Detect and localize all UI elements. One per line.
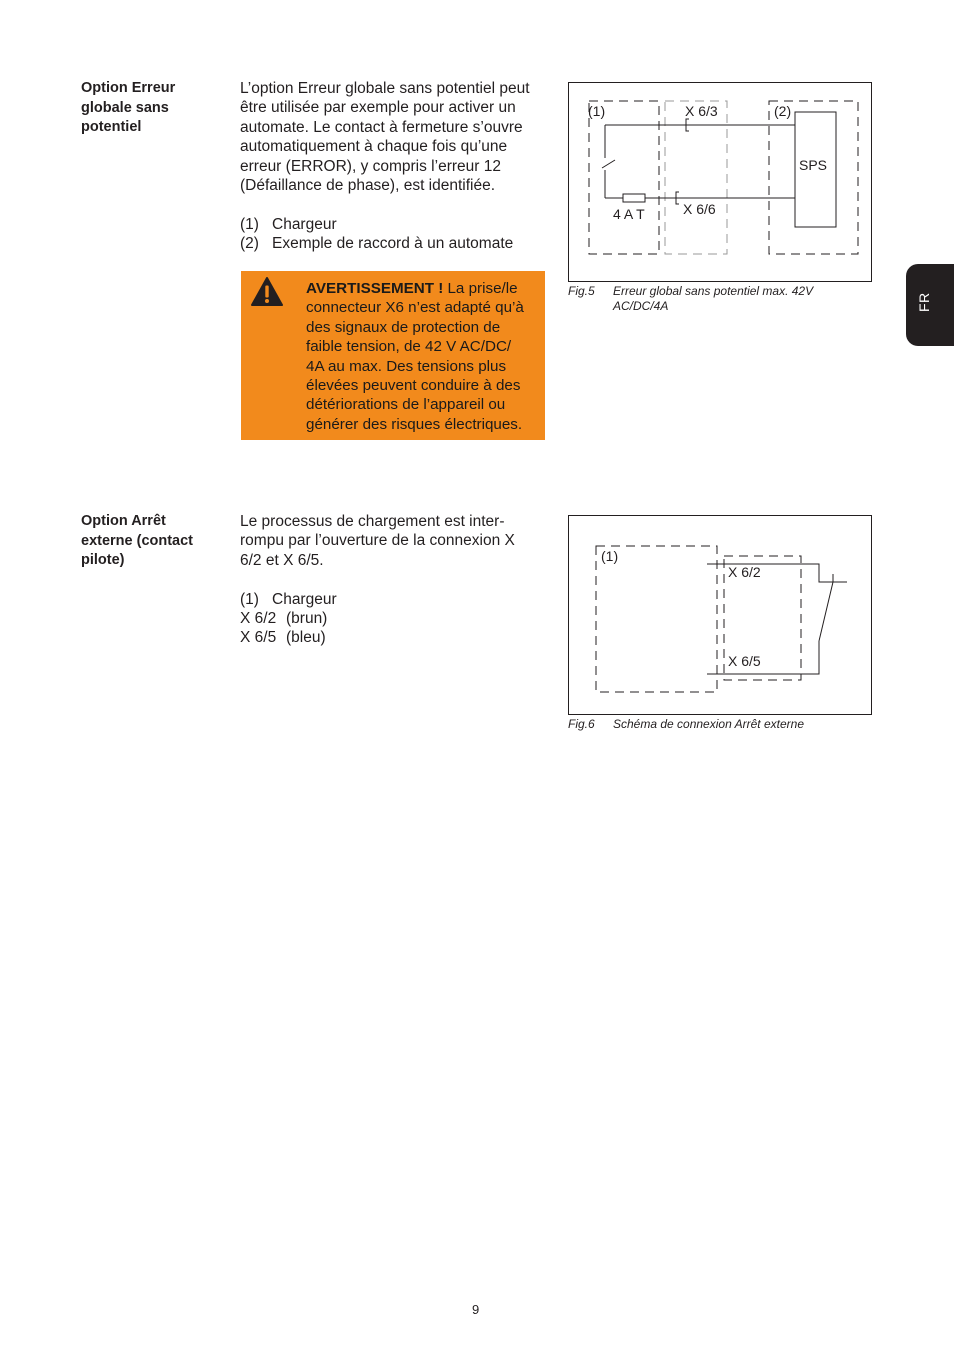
warning-text	[306, 279, 524, 434]
heading-line: Option Erreur	[81, 80, 176, 96]
list-item-number: (2)	[240, 235, 259, 253]
label-plc-ref: (2)	[774, 103, 792, 119]
caption-number: Fig.5	[568, 284, 595, 298]
paragraph-line: Le processus de chargement est inter-	[240, 513, 505, 530]
heading-line: externe (contact	[81, 532, 194, 549]
list-item	[240, 234, 550, 253]
figure-5-caption	[568, 284, 868, 314]
language-tab-label: FR	[916, 292, 932, 312]
charger-dashed-box	[596, 546, 717, 692]
list-item-text: Exemple de raccord à un automate	[272, 235, 514, 253]
heading-line: potentiel	[81, 119, 142, 135]
list-item-text: (bleu)	[286, 629, 326, 647]
figure-6-diagram	[568, 515, 872, 715]
external-stop-wiring-diagram	[569, 516, 871, 714]
list-item	[240, 628, 550, 647]
warning-line: générer des risques électriques.	[306, 415, 523, 433]
warning-line: détériorations de l’appareil ou	[306, 396, 506, 414]
label-sps: SPS	[799, 157, 828, 173]
heading-line: pilote)	[81, 552, 125, 568]
caption-number: Fig.6	[568, 717, 595, 731]
label-charger: (1)	[601, 548, 619, 564]
label-charger: (1)	[588, 103, 606, 119]
warning-line: 4A au max. Des tensions plus	[306, 357, 507, 375]
warning-line: connecteur X6 n’est adapté qu’à	[306, 299, 524, 317]
list-item	[240, 590, 550, 609]
heading-line: globale sans	[81, 99, 169, 116]
plc-dashed-box	[769, 101, 858, 254]
label-x65: X 6/5	[728, 653, 761, 669]
warning-line: faible tension, de 42 V AC/DC/	[306, 338, 512, 356]
figure-5-diagram	[568, 82, 872, 282]
switch-contact	[819, 582, 833, 641]
paragraph-line: automate. Le contact à fermeture s’ouvre	[240, 118, 523, 136]
paragraph-line: 6/2 et X 6/5.	[240, 551, 324, 569]
paragraph-line: L’option Erreur globale sans potentiel peut	[240, 80, 530, 97]
figure-6-caption	[568, 717, 868, 732]
caption-text: Schéma de connexion Arrêt externe	[613, 717, 804, 731]
label-fuse: 4 A T	[613, 206, 645, 222]
list-item-number: (1)	[240, 590, 259, 608]
fuse	[623, 194, 645, 202]
language-tab	[906, 264, 954, 346]
list-item-text: Chargeur	[272, 590, 337, 608]
paragraph-line: (Défaillance de phase), est identifiée.	[240, 177, 496, 195]
section-heading-external-stop	[81, 512, 221, 571]
warning-label: AVERTISSEMENT !	[306, 280, 444, 297]
warning-box	[241, 271, 545, 440]
label-x66: X 6/6	[683, 201, 716, 217]
label-x62: X 6/2	[728, 564, 761, 580]
warning-line: élevées peuvent conduire à des	[306, 377, 521, 395]
section-heading-error-option	[81, 79, 221, 138]
paragraph-line: automatiquement à chaque fois qu’une	[240, 138, 508, 156]
list-item-text: (brun)	[286, 610, 328, 628]
list-item	[240, 215, 550, 234]
section1-body	[240, 79, 550, 254]
list-item	[240, 609, 550, 628]
connector-dashed-box	[665, 101, 727, 254]
paragraph-line: rompu par l’ouverture de la connexion X	[240, 532, 515, 550]
charger-dashed-box	[589, 101, 659, 254]
caption-text: Erreur global sans potentiel max. 42V	[613, 284, 814, 298]
list-item-text: Chargeur	[272, 215, 337, 233]
heading-line: Option Arrêt	[81, 513, 166, 529]
caption-text: AC/DC/4A	[613, 299, 669, 313]
list-item-number: X 6/5	[240, 629, 277, 647]
warning-line: La prise/le	[443, 280, 518, 297]
error-wiring-diagram	[569, 83, 871, 281]
list-item-number: X 6/2	[240, 610, 277, 628]
label-x63: X 6/3	[685, 103, 718, 119]
page-number: 9	[472, 1302, 480, 1317]
section2-body	[240, 512, 550, 648]
list-item-number: (1)	[240, 215, 259, 233]
paragraph-line: être utilisée par exemple pour activer un	[240, 99, 516, 117]
paragraph-line: erreur (ERROR), y compris l’erreur 12	[240, 157, 501, 175]
switch-contact	[602, 160, 615, 168]
warning-line: des signaux de protection de	[306, 318, 501, 336]
warning-triangle-icon	[250, 276, 284, 307]
